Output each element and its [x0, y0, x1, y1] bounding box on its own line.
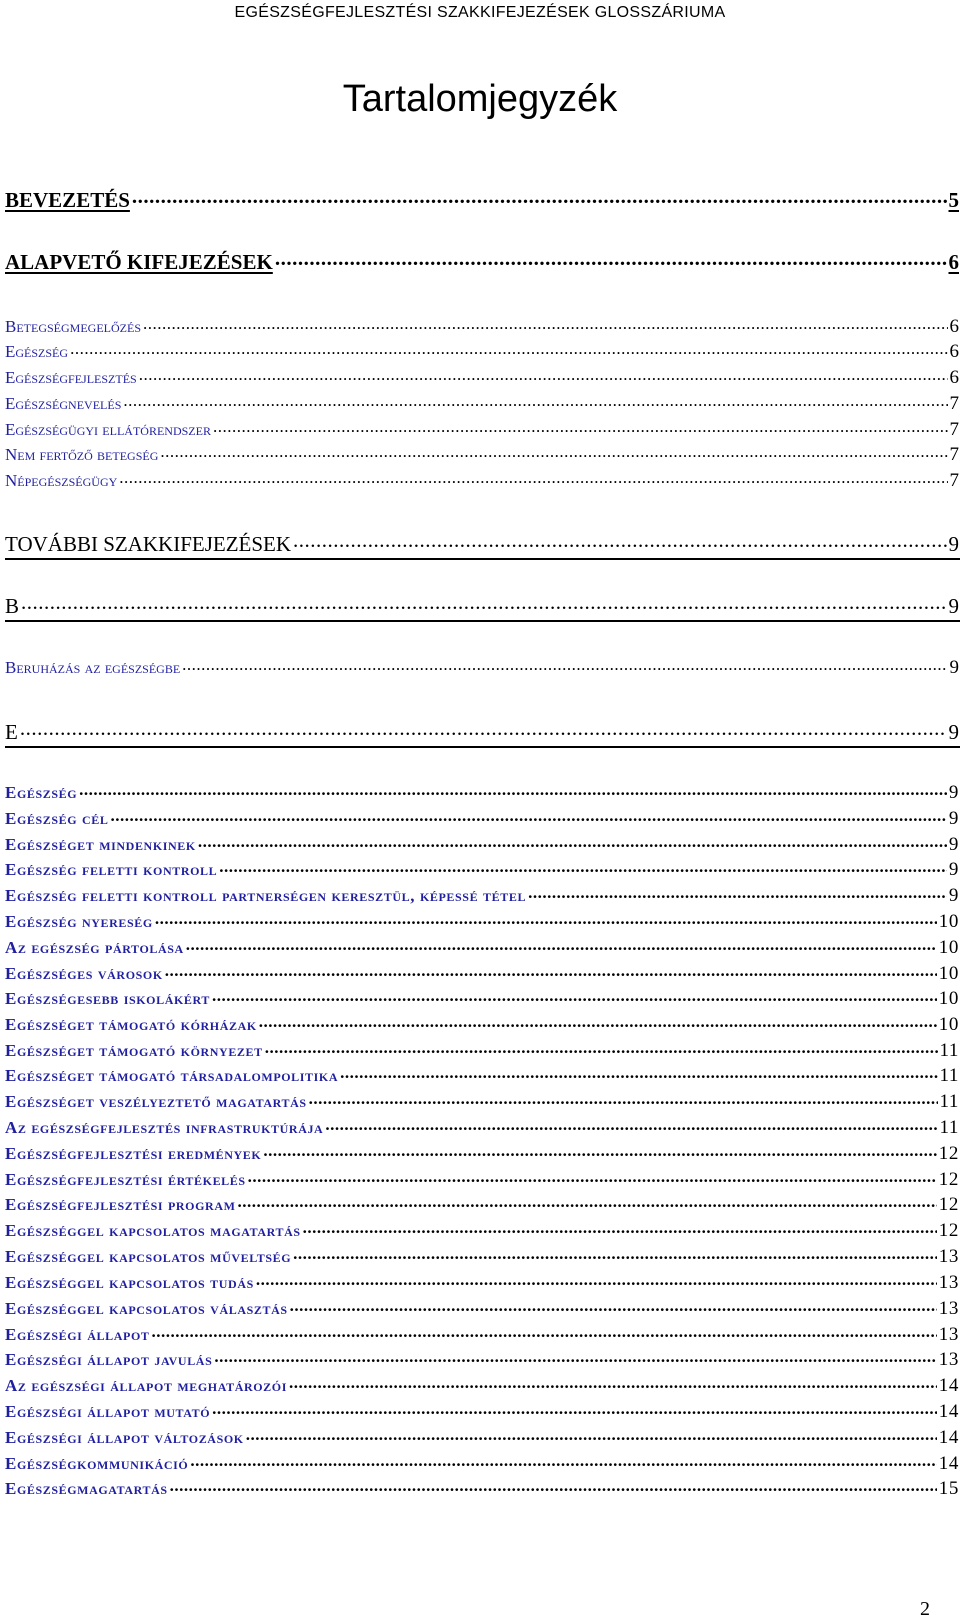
toc-entry-label: Egészségfejlesztési program [5, 1195, 236, 1214]
toc-entry-label: Egészséggel kapcsolatos műveltség [5, 1247, 292, 1266]
toc-entry[interactable] [5, 807, 960, 830]
toc-entry-page: 12 [938, 1143, 959, 1164]
toc-entry[interactable] [5, 248, 960, 275]
toc-entry[interactable] [5, 418, 960, 441]
toc-entry[interactable] [5, 366, 960, 389]
toc-entry[interactable] [5, 1271, 960, 1294]
toc-entry-label: ALAPVETŐ KIFEJEZÉSEK [5, 250, 273, 274]
toc-entry-page: 10 [938, 988, 959, 1009]
page-title: Tartalomjegyzék [342, 78, 618, 120]
toc-leader-dots [290, 1297, 937, 1314]
toc-entry-label: Egészségfejlesztési eredmények [5, 1144, 262, 1163]
toc-entry-label: Egészségi állapot [5, 1325, 150, 1344]
toc-leader-dots [79, 781, 947, 798]
toc-entry-page: 11 [939, 1117, 959, 1138]
toc-entry-label: Egészség cél [5, 809, 109, 828]
toc-leader-dots [265, 1039, 938, 1056]
toc-entry[interactable] [5, 1193, 960, 1216]
toc-entry-page: 13 [938, 1324, 959, 1345]
toc-entry-page: 12 [938, 1169, 959, 1190]
toc-entry-label: Egészségkommunikáció [5, 1454, 189, 1473]
toc-entry-page: 12 [938, 1194, 959, 1215]
toc-entry-label: Egészségügyi ellátórendszer [5, 420, 211, 439]
toc-entry-page: 9 [948, 594, 959, 618]
toc-entry[interactable] [5, 1168, 960, 1191]
toc-leader-dots [20, 718, 947, 739]
toc-entry[interactable] [5, 592, 960, 622]
toc-entry-label: Betegségmegelőzés [5, 317, 141, 336]
toc-entry[interactable] [5, 656, 960, 679]
toc-entry-label: Egészséget veszélyeztető magatartás [5, 1092, 307, 1111]
toc-leader-dots [190, 1452, 936, 1469]
toc-leader-dots [182, 656, 947, 673]
toc-entry-page: 14 [938, 1375, 959, 1396]
toc-entry-page: 6 [949, 341, 959, 362]
toc-leader-dots [275, 248, 947, 269]
toc-entry-label: Egészségfejlesztés [5, 368, 137, 387]
toc-entry-page: 15 [938, 1478, 959, 1499]
toc-entry-label: E [5, 720, 18, 744]
toc-entry-page: 9 [948, 532, 959, 556]
toc-entry-label: Egészségmagatartás [5, 1479, 168, 1498]
toc-entry-page: 6 [949, 367, 959, 388]
toc-entry-page: 14 [938, 1427, 959, 1448]
toc-entry[interactable] [5, 781, 960, 804]
toc-entry-page: 10 [938, 1014, 959, 1035]
toc-leader-dots [219, 858, 947, 875]
toc-entry[interactable] [5, 936, 960, 959]
toc-leader-dots [325, 1116, 937, 1133]
toc-entry-label: Egészségesebb iskolákért [5, 989, 210, 1008]
toc-entry-page: 13 [938, 1272, 959, 1293]
toc-leader-dots [70, 340, 947, 357]
toc-entry-label: Népegészségügy [5, 471, 118, 490]
toc-entry-label: Egészséggel kapcsolatos választás [5, 1299, 288, 1318]
toc-entry-page: 9 [948, 859, 959, 880]
toc-leader-dots [528, 884, 947, 901]
toc-entry-label: Egészséget támogató kórházak [5, 1015, 257, 1034]
toc-entry-label: Egészségi állapot javulás [5, 1350, 213, 1369]
toc-leader-dots [246, 1426, 937, 1443]
toc-leader-dots [21, 592, 946, 613]
toc-entry-label: Az egészség pártolása [5, 938, 184, 957]
toc-entry[interactable] [5, 1400, 960, 1423]
toc-entry-label: Egészségi állapot változások [5, 1428, 244, 1447]
toc-entry-page: 13 [938, 1349, 959, 1370]
toc-leader-dots [238, 1193, 937, 1210]
toc-leader-dots [213, 418, 948, 435]
toc-entry-page: 7 [949, 419, 959, 440]
toc-leader-dots [139, 366, 948, 383]
toc-entry-label: Egészséget mindenkinek [5, 835, 196, 854]
toc-entry-label: Egészséggel kapcsolatos magatartás [5, 1221, 301, 1240]
toc-entry[interactable] [5, 987, 960, 1010]
toc-entry-page: 10 [938, 911, 959, 932]
toc-entry-page: 7 [949, 393, 959, 414]
toc-entry-label: Beruházás az egészségbe [5, 658, 181, 677]
toc-entry-label: Az egészségfejlesztés infrastruktúrája [5, 1118, 324, 1137]
toc-entry[interactable] [5, 1013, 960, 1036]
toc-entry-page: 9 [948, 885, 959, 906]
toc-leader-dots [132, 186, 947, 207]
toc-entry[interactable] [5, 1245, 960, 1268]
toc-entry-page: 9 [948, 782, 959, 803]
toc-entry-label: Egészségnevelés [5, 394, 122, 413]
toc-entry-page: 9 [948, 834, 959, 855]
toc-leader-dots [186, 936, 937, 953]
toc-leader-dots [303, 1219, 937, 1236]
toc-leader-dots [170, 1477, 937, 1494]
toc-entry-page: 14 [938, 1453, 959, 1474]
toc-entry-page: 11 [939, 1091, 959, 1112]
toc-entry[interactable] [5, 1323, 960, 1346]
toc-entry[interactable] [5, 1116, 960, 1139]
toc-entry-page: 13 [938, 1246, 959, 1267]
toc-entry-page: 10 [938, 937, 959, 958]
toc-entry-label: Egészség [5, 342, 69, 361]
toc-entry-page: 9 [948, 720, 959, 744]
toc-entry-label: Egészséget támogató társadalompolitika [5, 1066, 339, 1085]
toc-entry[interactable] [5, 1039, 960, 1062]
toc-entry[interactable] [5, 469, 960, 492]
toc-entry[interactable] [5, 1297, 960, 1320]
toc-entry[interactable] [5, 962, 960, 985]
toc-leader-dots [212, 1400, 937, 1417]
toc-leader-dots [212, 987, 937, 1004]
toc-entry-label: Az egészségi állapot meghatározói [5, 1376, 287, 1395]
toc-entry-label: BEVEZETÉS [5, 188, 130, 212]
toc-leader-dots [293, 530, 946, 551]
toc-entry-label: Nem fertőző betegség [5, 445, 159, 464]
toc-entry-page: 7 [949, 470, 959, 491]
toc-leader-dots [248, 1168, 937, 1185]
toc-leader-dots [160, 443, 947, 460]
toc-entry[interactable] [5, 833, 960, 856]
toc-entry-label: Egészségi állapot mutató [5, 1402, 211, 1421]
toc-entry-label: Egészséget támogató környezet [5, 1041, 263, 1060]
toc-leader-dots [198, 833, 947, 850]
toc-entry[interactable] [5, 1090, 960, 1113]
toc-leader-dots [259, 1013, 937, 1030]
toc-entry-page: 5 [948, 188, 959, 212]
toc-entry-label: B [5, 594, 20, 618]
toc-leader-dots [119, 469, 947, 486]
toc-entry-page: 9 [949, 657, 959, 678]
toc-entry-label: Egészség feletti kontroll partnerségen keresztül, képessé tétel [5, 886, 527, 905]
toc-entry-page: 12 [938, 1220, 959, 1241]
toc-leader-dots [214, 1348, 936, 1365]
toc-entry[interactable] [5, 186, 960, 213]
toc-leader-dots [293, 1245, 937, 1262]
toc-entry-page: 11 [939, 1065, 959, 1086]
toc-entry-label: Egészség nyereség [5, 912, 153, 931]
toc-entry-page: 13 [938, 1298, 959, 1319]
toc-entry-label: Egészséggel kapcsolatos tudás [5, 1273, 254, 1292]
toc-leader-dots [152, 1323, 937, 1340]
toc-entry-page: 10 [938, 963, 959, 984]
toc-entry[interactable] [5, 1219, 960, 1242]
toc-entry-page: 14 [938, 1401, 959, 1422]
toc-entry-label: TOVÁBBI SZAKKIFEJEZÉSEK [5, 532, 292, 556]
toc-entry-page: 6 [949, 316, 959, 337]
toc-entry[interactable] [5, 1374, 960, 1397]
toc-leader-dots [123, 392, 947, 409]
toc-leader-dots [165, 962, 937, 979]
toc-leader-dots [143, 315, 948, 332]
toc-entry[interactable] [5, 1426, 960, 1449]
toc-entry-label: Egészség feletti kontroll [5, 860, 218, 879]
toc-leader-dots [309, 1090, 938, 1107]
toc-entry[interactable] [5, 1452, 960, 1475]
toc-entry-page: 7 [949, 444, 959, 465]
toc-entry-page: 11 [939, 1040, 959, 1061]
toc-entry[interactable] [5, 443, 960, 466]
toc-entry-label: Egészség [5, 783, 78, 802]
toc-entry[interactable] [5, 718, 960, 748]
toc-entry[interactable] [5, 530, 960, 560]
toc-entry[interactable] [5, 858, 960, 881]
toc-entry[interactable] [5, 315, 960, 338]
toc-entry[interactable] [5, 1064, 960, 1087]
toc-entry[interactable] [5, 392, 960, 415]
toc-entry[interactable] [5, 1477, 960, 1500]
toc-entry[interactable] [5, 910, 960, 933]
toc-entry[interactable] [5, 1348, 960, 1371]
toc-entry[interactable] [5, 340, 960, 363]
toc-entry-label: Egészséges városok [5, 964, 163, 983]
toc-entry-label: Egészségfejlesztési értékelés [5, 1170, 246, 1189]
toc-leader-dots [289, 1374, 937, 1391]
toc-leader-dots [263, 1142, 936, 1159]
toc-entry[interactable] [5, 884, 960, 907]
toc-leader-dots [256, 1271, 937, 1288]
toc-entry[interactable] [5, 1142, 960, 1165]
page-number: 2 [920, 1598, 930, 1620]
toc-entry-page: 6 [948, 250, 959, 274]
running-header: EGÉSZSÉGFEJLESZTÉSI SZAKKIFEJEZÉSEK GLOSSZÁRIUMA [234, 4, 726, 21]
toc-leader-dots [155, 910, 937, 927]
toc-leader-dots [340, 1064, 937, 1081]
toc-entry-page: 9 [948, 808, 959, 829]
toc-leader-dots [111, 807, 947, 824]
